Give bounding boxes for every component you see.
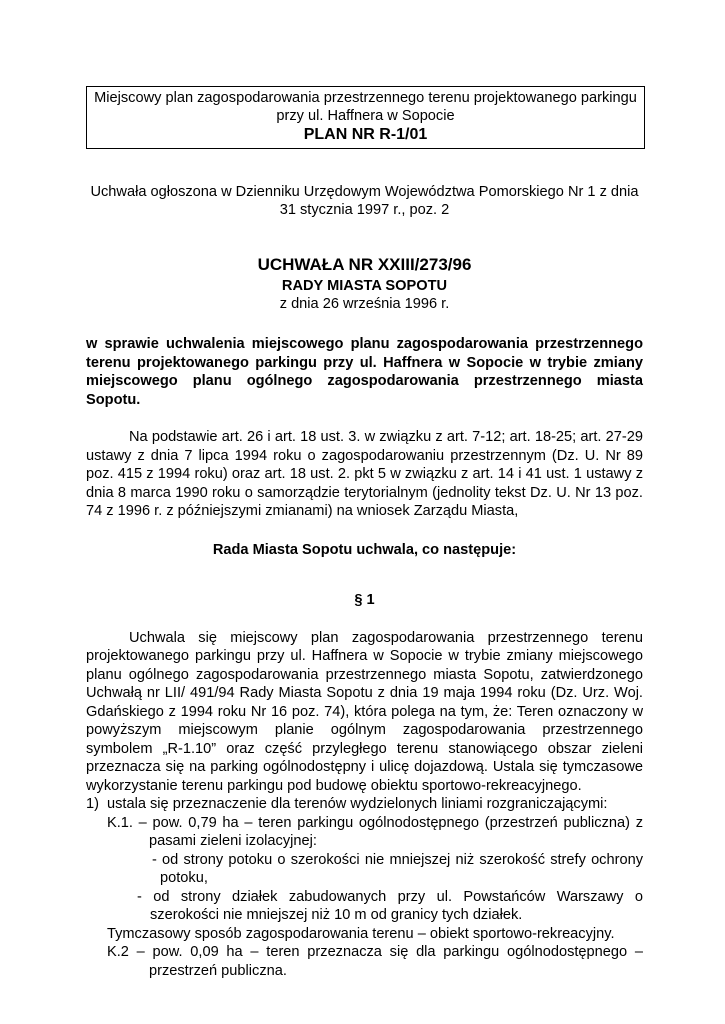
document-page <box>86 86 643 980</box>
resolution-council: RADY MIASTA SOPOTU <box>281 278 448 294</box>
zone-k2: K.2 – pow. 0,09 ha – teren przeznacza się dla parkingu ogólnodostępnego – przestrzeń publiczna. <box>107 944 643 979</box>
plan-header-box <box>86 86 645 149</box>
announcement <box>86 183 643 219</box>
list-item-1-text: ustala się przeznaczenie dla terenów wydzielonych liniami rozgraniczającymi: <box>107 796 608 812</box>
zone-k1-strip-plots: - od strony działek zabudowanych przy ul. Powstańców Warszawy o szerokości nie mniejszej niż 10 m od granicy tych działek. <box>137 888 643 923</box>
legal-basis: Na podstawie art. 26 i art. 18 ust. 3. w związku z art. 7-12; art. 18-25; art. 27-29 ustawy z dnia 7 lipca 1994 roku o zagospodarowaniu przestrzennym (Dz. U. Nr 89 poz. 415 z 1994 roku) oraz art. 18 ust. 2. pkt 5 w związku z art. 14 i 41 ust. 1 ustawy z dnia 8 marca 1990 roku o samorządzie terytorialnym (jednolity tekst Dz. U. Nr 13 poz. 74 z 1996 r. z późniejszymi zmianami) na wniosek Zarządu Miasta, <box>86 429 643 519</box>
list-item-1 <box>86 795 643 814</box>
header-line-2: przy ul. Haffnera w Sopocie <box>276 108 455 124</box>
list-item-1-number: 1) <box>86 796 99 812</box>
header-line-1: Miejscowy plan zagospodarowania przestrzennego terenu projektowanego parkingu <box>94 90 637 106</box>
plan-number: PLAN NR R-1/01 <box>303 126 428 143</box>
council-decides: Rada Miasta Sopotu uchwala, co następuje: <box>212 541 517 558</box>
section-1-sign: § 1 <box>354 591 375 608</box>
section-1-text: Uchwala się miejscowy plan zagospodarowania przestrzennego terenu projektowanego parkingu przy ul. Haffnera w Sopocie w trybie zmiany miejscowego planu ogólnego zagospodarowania przestrzennego miasta Sopotu, zatwierdzonego Uchwałą nr LII/ 491/94 Rady Miasta Sopotu z dnia 19 maja 1994 roku (Dz. Urz. Woj. Gdańskiego z 1994 roku Nr 16 poz. 74), która polega na tym, że: Teren oznaczony w powyższym miejscowym planie ogólnym zagospodarowania przestrzennego symbolem „R-1.10” oraz część przyległego terenu stanowiącego obszar zieleni przeznacza się na parking ogólnodostępny i ulicę dojazdową. Ustala się tymczasowe wykorzystanie terenu parkingu pod budowę obiektu sportowo-rekreacyjnego. <box>86 629 643 794</box>
zone-k1: K.1. – pow. 0,79 ha – teren parkingu ogólnodostępnego (przestrzeń publiczna) z pasami zieleni izolacyjnej: <box>107 814 643 849</box>
announcement-line-1: Uchwała ogłoszona w Dzienniku Urzędowym Województwa Pomorskiego Nr 1 z dnia <box>90 184 639 200</box>
temporary-use: Tymczasowy sposób zagospodarowania terenu – obiekt sportowo-rekreacyjny. <box>107 925 615 942</box>
resolution-subject: w sprawie uchwalenia miejscowego planu zagospodarowania przestrzennego terenu projektowanego parkingu przy ul. Haffnera w Sopocie w trybie zmiany miejscowego planu ogólnego zagospodarowania przestrzennego miasta Sopotu. <box>86 336 643 408</box>
zone-k1-strip-stream: - od strony potoku o szerokości nie mniejszej niż szerokość strefy ochrony potoku, <box>152 851 643 886</box>
resolution-title: UCHWAŁA NR XXIII/273/96 <box>257 255 472 274</box>
resolution-date: z dnia 26 września 1996 r. <box>279 296 450 312</box>
announcement-line-2: 31 stycznia 1997 r., poz. 2 <box>279 202 450 218</box>
